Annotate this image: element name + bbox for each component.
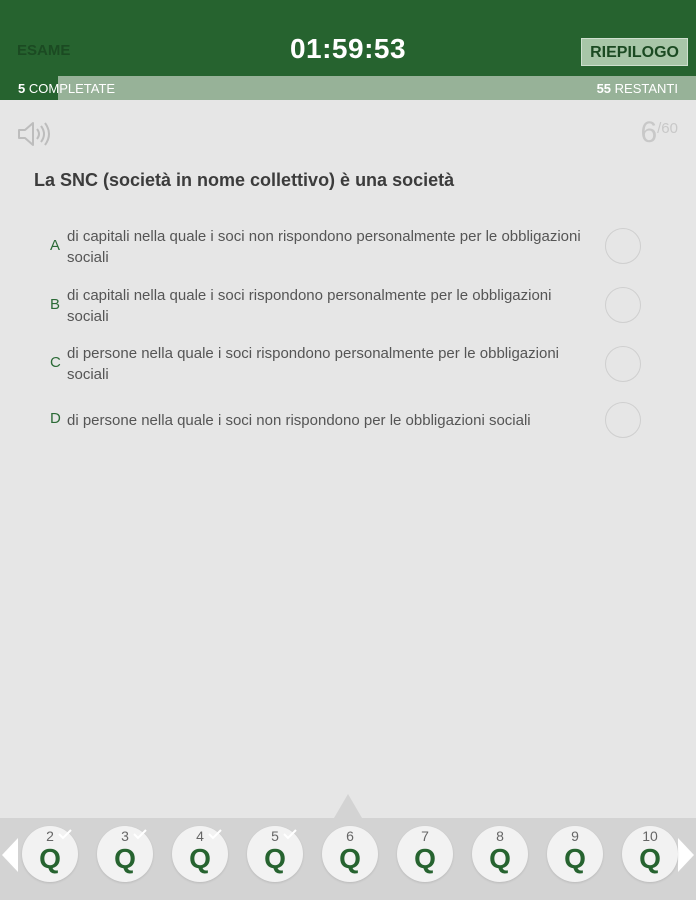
answer-text: di capitali nella quale i soci rispondono personalmente per le obbligazioni sociali <box>67 287 552 325</box>
answer-radio[interactable] <box>605 287 641 323</box>
timer: 01:59:53 <box>289 33 407 64</box>
question-nav-button[interactable] <box>97 826 153 882</box>
answer-text: di persone nella quale i soci non rispondono per le obbligazioni sociali <box>67 412 531 429</box>
question-total: /60 <box>657 120 678 137</box>
question-nav-label: Q <box>564 843 586 874</box>
remaining-label: RESTANTI <box>614 81 678 96</box>
speaker-icon[interactable] <box>16 120 52 148</box>
answer-text: di persone nella quale i soci rispondono personalmente per le obbligazioni sociali <box>67 345 559 383</box>
chevron-left-icon[interactable] <box>2 838 18 872</box>
question-counter <box>640 116 678 150</box>
question-nav-button[interactable] <box>22 826 78 882</box>
question-nav-label: Q <box>639 843 661 874</box>
answer-radio[interactable] <box>605 228 641 264</box>
question-nav-button[interactable] <box>547 826 603 882</box>
completed-label: COMPLETATE <box>28 81 116 96</box>
question-nav-number: 7 <box>421 828 429 844</box>
question-nav-label: Q <box>39 843 61 874</box>
question-nav-label: Q <box>489 843 511 874</box>
completed-status <box>18 81 115 96</box>
question-text: La SNC (società in nome collettivo) è una società <box>34 170 455 190</box>
check-icon <box>207 828 223 840</box>
question-nav-number: 4 <box>196 828 204 844</box>
answer-letter: B <box>50 296 61 313</box>
question-nav-button[interactable] <box>472 826 528 882</box>
check-icon <box>57 828 73 840</box>
question-nav-number: 2 <box>46 828 54 844</box>
answer-text: di capitali nella quale i soci non rispondono personalmente per le obbligazioni sociali <box>67 228 581 266</box>
check-icon <box>282 828 298 840</box>
question-nav-number: 9 <box>571 828 579 844</box>
question-nav-button[interactable] <box>622 826 678 882</box>
question-current: 6 <box>640 116 658 149</box>
top-bar <box>0 0 696 76</box>
question-nav-label: Q <box>414 843 436 874</box>
exam-label: ESAME <box>17 42 71 59</box>
answer-letter: C <box>50 354 61 371</box>
question-nav-number: 5 <box>271 828 279 844</box>
remaining-status <box>597 81 678 96</box>
question-nav-button[interactable] <box>247 826 303 882</box>
question-nav-label: Q <box>339 843 361 874</box>
question-nav-button[interactable] <box>172 826 228 882</box>
remaining-count: 55 <box>596 81 612 96</box>
answer-letter: A <box>50 237 61 254</box>
current-question-pointer <box>334 794 362 818</box>
answer-radio[interactable] <box>605 402 641 438</box>
check-icon <box>132 828 148 840</box>
question-nav-label: Q <box>189 843 211 874</box>
question-nav-number: 3 <box>121 828 129 844</box>
answer-radio[interactable] <box>605 346 641 382</box>
question-nav-number: 6 <box>346 828 354 844</box>
chevron-right-icon[interactable] <box>678 838 694 872</box>
question-nav-label: Q <box>114 843 136 874</box>
question-nav-number: 8 <box>496 828 504 844</box>
question-nav-button[interactable] <box>322 826 378 882</box>
answer-letter: D <box>50 410 61 427</box>
summary-button[interactable]: RIEPILOGO <box>581 38 688 66</box>
completed-count: 5 <box>18 81 26 96</box>
question-nav-number: 10 <box>642 828 658 844</box>
question-nav-button[interactable] <box>397 826 453 882</box>
progress-bar <box>0 76 696 100</box>
question-nav-label: Q <box>264 843 286 874</box>
